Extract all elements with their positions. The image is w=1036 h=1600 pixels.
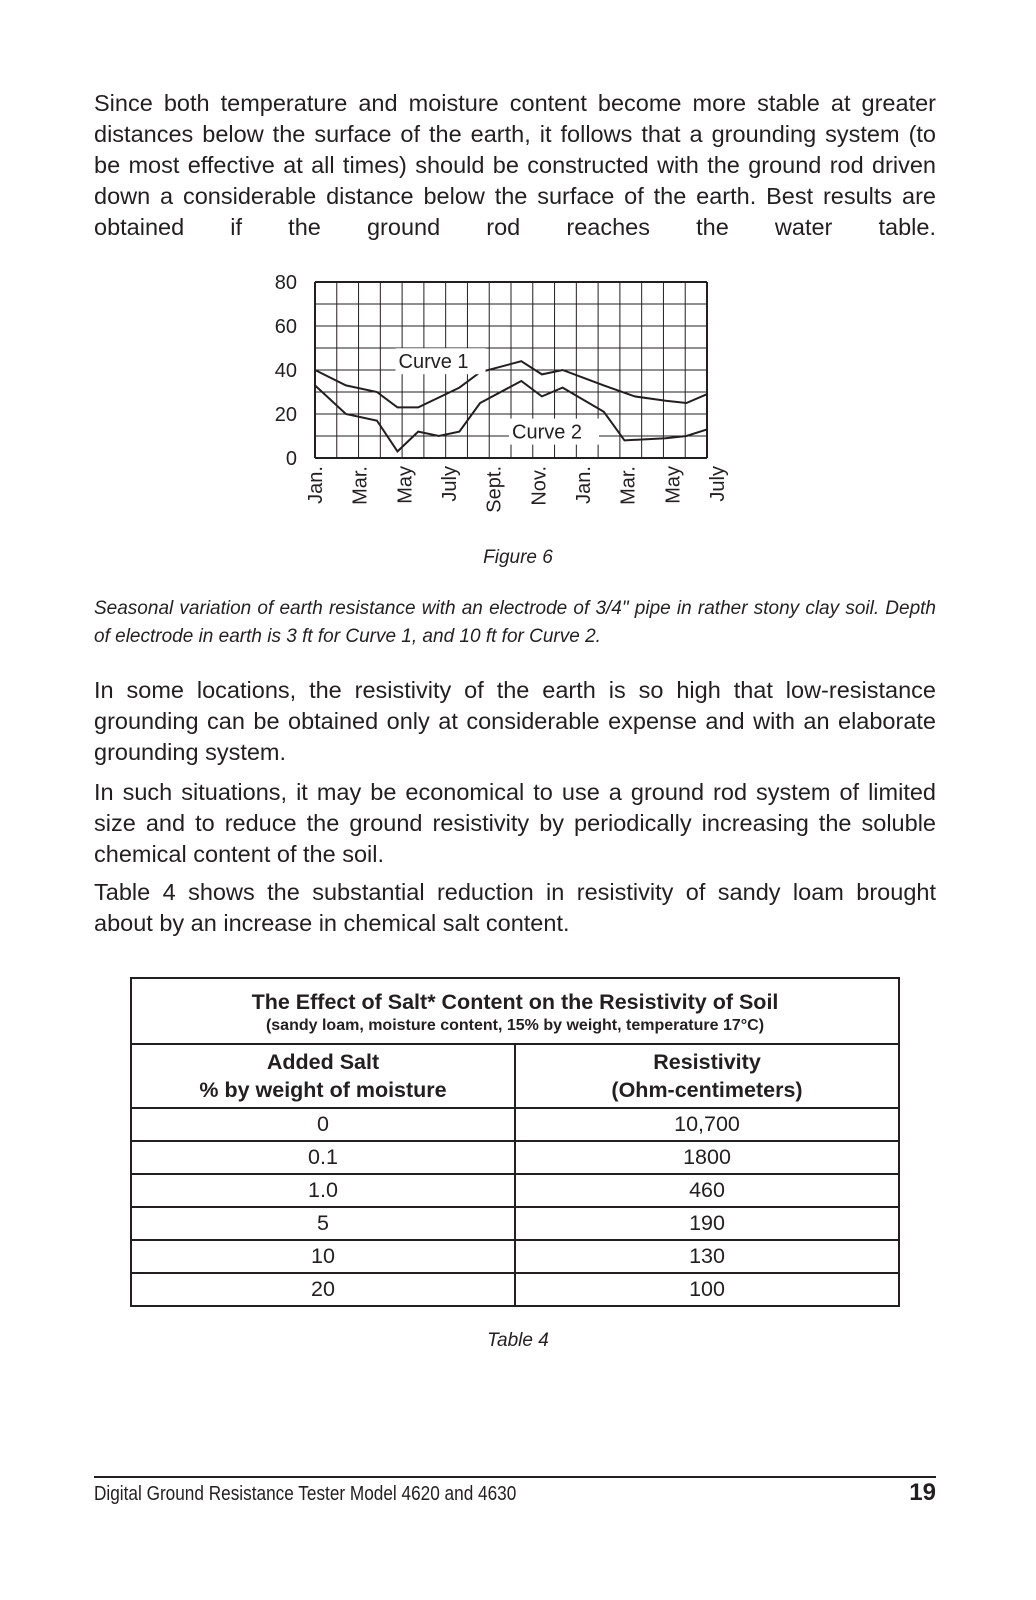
footer-rule xyxy=(94,1476,936,1478)
resistivity-cell: 10,700 xyxy=(515,1108,899,1141)
paragraph-high-resistivity: In some locations, the resistivity of the earth is so high that low-resistance grounding can be obtained only at considerable expense and with an elaborate grounding system. xyxy=(94,677,936,765)
header-line: Resistivity xyxy=(653,1050,761,1074)
y-axis-ticks xyxy=(275,272,297,470)
column-header-added-salt xyxy=(131,1044,515,1108)
x-tick-label: Mar. xyxy=(349,466,372,505)
intro-paragraph: Since both temperature and moisture content become more stable at greater distances below the surface of the earth, it follows that a grounding system (to be most effective at all times) should be constructed with the ground rod driven down a considerable distance below the surface of the earth. Best results are obtained if the ground rod reaches the water table. xyxy=(94,90,936,240)
figure-label: Figure 6 xyxy=(483,547,553,568)
series-label: Curve 2 xyxy=(512,421,583,444)
resistivity-cell: 100 xyxy=(515,1273,899,1306)
x-axis-ticks xyxy=(305,466,729,513)
x-tick-label: Jan. xyxy=(305,466,327,504)
table-row xyxy=(131,1174,899,1207)
salt-cell: 0.1 xyxy=(131,1141,515,1174)
series-labels xyxy=(396,348,599,444)
salt-resistivity-table xyxy=(130,977,900,1307)
table-row xyxy=(131,1207,899,1240)
footer-title: Digital Ground Resistance Tester Model 4620 and 4630 xyxy=(94,1483,517,1505)
column-header-resistivity xyxy=(515,1044,899,1108)
resistivity-cell: 1800 xyxy=(515,1141,899,1174)
salt-cell: 10 xyxy=(131,1240,515,1273)
table-label: Table 4 xyxy=(487,1330,549,1351)
header-line: Added Salt xyxy=(266,1050,380,1074)
x-tick-label: May xyxy=(394,466,417,504)
x-tick-label: Jan. xyxy=(573,466,596,504)
table-title: The Effect of Salt* Content on the Resistivity of Soil xyxy=(251,990,779,1014)
header-line: (Ohm-centimeters) xyxy=(611,1078,803,1102)
header-line: % by weight of moisture xyxy=(199,1078,447,1102)
y-tick-label: 60 xyxy=(274,316,297,338)
y-tick-label: 80 xyxy=(274,272,297,294)
table-row xyxy=(131,1273,899,1306)
y-tick-label: 0 xyxy=(285,448,297,470)
x-tick-label: July xyxy=(439,466,462,502)
y-tick-label: 20 xyxy=(274,404,297,426)
x-tick-label: May xyxy=(662,466,685,504)
resistivity-cell: 130 xyxy=(515,1240,899,1273)
table-row xyxy=(131,1240,899,1273)
salt-cell: 5 xyxy=(131,1207,515,1240)
resistivity-cell: 190 xyxy=(515,1207,899,1240)
salt-cell: 1.0 xyxy=(131,1174,515,1207)
table-subtitle: (sandy loam, moisture content, 15% by weight, temperature 17°C) xyxy=(265,1017,765,1034)
table-row xyxy=(131,1141,899,1174)
series-label: Curve 1 xyxy=(398,351,469,374)
x-tick-label: Mar. xyxy=(617,466,640,505)
salt-cell: 0 xyxy=(131,1108,515,1141)
paragraph-chemical-treatment: In such situations, it may be economical to use a ground rod system of limited size and to reduce the ground resistivity by periodically increasing the soluble chemical content of the soil. xyxy=(94,779,936,867)
table-row xyxy=(131,1108,899,1141)
table-title-cell xyxy=(131,978,899,1044)
x-tick-label: Sept. xyxy=(483,466,506,513)
paragraph-table-intro: Table 4 shows the substantial reduction in resistivity of sandy loam brought about by an increase in chemical salt content. xyxy=(94,879,936,936)
figure-caption: Seasonal variation of earth resistance with an electrode of 3/4" pipe in rather stony clay soil. Depth of electrode in earth is 3 ft for Curve 1, and 10 ft for Curve 2. xyxy=(94,598,936,647)
seasonal-resistance-chart xyxy=(260,268,730,523)
x-tick-label: Nov. xyxy=(528,466,551,506)
x-tick-label: July xyxy=(707,466,730,502)
salt-cell: 20 xyxy=(131,1273,515,1306)
resistivity-cell: 460 xyxy=(515,1174,899,1207)
page-number: 19 xyxy=(909,1479,936,1506)
y-tick-label: 40 xyxy=(274,360,297,382)
